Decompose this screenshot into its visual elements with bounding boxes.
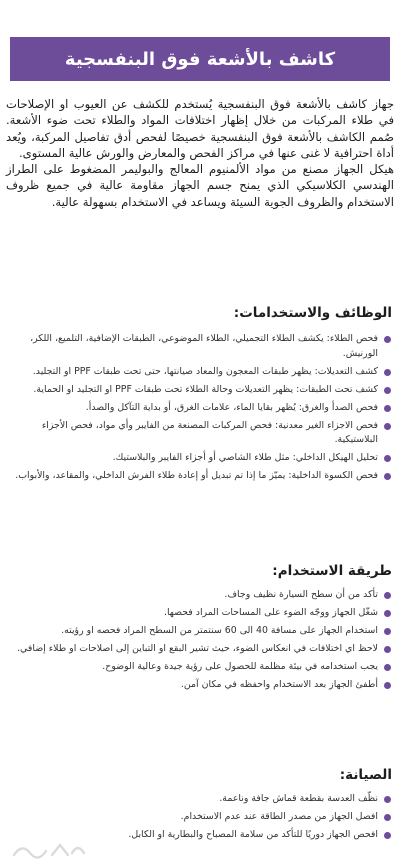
list-item-text: افصل الجهاز من مصدر الطاقة عند عدم الاستخدام. xyxy=(180,811,378,822)
bullet-icon xyxy=(384,423,391,430)
bullet-icon xyxy=(384,646,391,653)
maintenance-title: الصيانة: xyxy=(339,767,392,783)
list-item-text: كشف تحت الطبقات: يظهر التعديلات وحالة الطلاء تحت طبقات PPF او التجليد او الحماية. xyxy=(33,383,378,395)
list-item xyxy=(10,469,392,484)
intro-paragraph: هيكل الجهاز مصنع من مواد الألمنيوم المعالج والبوليمر المضغوط على الطراز الهندسي الكلاسيكي الذي يمنح جسم الجهاز مقاومة عالية في جميع ظروف الاستخدام والظروف الجوية السيئة ويساعد في الاستخدام بسهولة عالية. xyxy=(6,162,394,209)
bullet-icon xyxy=(384,336,391,343)
list-item xyxy=(10,792,392,807)
list-item xyxy=(10,624,392,639)
page-title: كاشف بالأشعة فوق البنفسجية xyxy=(64,48,336,70)
bullet-icon xyxy=(384,610,391,617)
bullet-icon xyxy=(384,664,391,671)
intro-text xyxy=(6,96,394,210)
list-item-text: تأكد من أن سطح السيارة نظيف وجاف. xyxy=(224,589,378,600)
bullet-icon xyxy=(384,387,391,394)
bullet-icon xyxy=(384,473,391,480)
bullet-icon xyxy=(384,369,391,376)
title-banner xyxy=(10,37,390,81)
list-item xyxy=(10,365,392,380)
list-item xyxy=(10,606,392,621)
site-watermark-logo xyxy=(8,837,88,863)
list-item-text: استخدام الجهاز على مسافة 40 الى 60 سنتمتر من السطح المراد فحصه او رؤيته. xyxy=(61,625,378,636)
list-item-text: لاحظ اي اختلافات في انعكاس الضوء، حيث تشير البقع او التباين إلى اصلاحات او طلاء إضافي. xyxy=(17,643,378,654)
list-item xyxy=(10,660,392,675)
list-item-text: تحليل الهيكل الداخلي: مثل طلاء الشاصي أو أجزاء الفايبر والبلاستيك. xyxy=(112,452,378,463)
bullet-icon xyxy=(384,796,391,803)
list-item xyxy=(10,678,392,693)
list-item xyxy=(10,642,392,657)
bullet-icon xyxy=(384,455,391,462)
functions-list xyxy=(10,332,392,487)
list-item-text: يجب استخدامه في بيئة مظلمة للحصول على رؤية جيدة وعالية الوضوح. xyxy=(102,661,378,672)
bullet-icon xyxy=(384,405,391,412)
bullet-icon xyxy=(384,628,391,635)
list-item xyxy=(10,383,392,398)
list-item-text: أطفئ الجهاز بعد الاستخدام واحفظه في مكان آمن. xyxy=(180,679,378,690)
list-item xyxy=(10,451,392,466)
bullet-icon xyxy=(384,832,391,839)
list-item xyxy=(10,332,392,361)
list-item xyxy=(10,401,392,416)
list-item-text: فحص الصدأ والغرق: يُظهر بقايا الماء، علامات الغرق، أو بداية التآكل والصدأ. xyxy=(85,401,378,413)
list-item-text: فحص الاجزاء الغير معدنية: فحص المركبات المصنعة من الفايبر وأي مواد، فحص الأجزاء البلاستيكية. xyxy=(41,419,378,445)
list-item xyxy=(10,588,392,603)
list-item-text: افحص الجهاز دوريًا للتأكد من سلامة المصباح والبطارية او الكابل. xyxy=(128,829,378,840)
list-item-text: كشف التعديلات: يظهر طبقات المعجون والمعاد صيانتها، حتى تحت طبقات PPF او التجليد. xyxy=(32,365,378,377)
list-item-text: شغّل الجهاز ووجّه الضوء على المساحات المراد فحصها. xyxy=(163,607,378,618)
intro-paragraph: جهاز كاشف بالأشعة فوق البنفسجية يُستخدم للكشف عن العيوب او الإصلاحات في طلاء المركبات من خلال إظهار اختلافات المواد والطلاء تحت ضوء الأشعة. صُمم الكاشف بالأشعة فوق البنفسجية خصيصًا لفحص أدق تفاصيل المركبة، ويُعد أداة احترافية لا غنى عنها في مراكز الفحص والمعارض والورش عالية المستوى. xyxy=(6,97,394,160)
list-item xyxy=(10,419,392,448)
bullet-icon xyxy=(384,592,391,599)
list-item xyxy=(10,810,392,825)
list-item-text: نظّف العدسة بقطعة قماش جافة وناعمة. xyxy=(219,793,378,804)
usage-list xyxy=(10,588,392,696)
usage-title: طريقة الاستخدام: xyxy=(272,563,392,579)
list-item-text: فحص الطلاء: يكشف الطلاء التجميلي، الطلاء الموضوعي، الطبقات الإضافية، التلميع، اللكر، الورنيش. xyxy=(30,333,378,359)
functions-title: الوظائف والاستخدامات: xyxy=(233,305,392,321)
bullet-icon xyxy=(384,682,391,689)
list-item-text: فحص الكسوة الداخلية: يميّز ما إذا تم تبديل أو إعادة طلاء الفرش الداخلي، والمقاعد، والأبواب. xyxy=(15,470,378,481)
bullet-icon xyxy=(384,814,391,821)
